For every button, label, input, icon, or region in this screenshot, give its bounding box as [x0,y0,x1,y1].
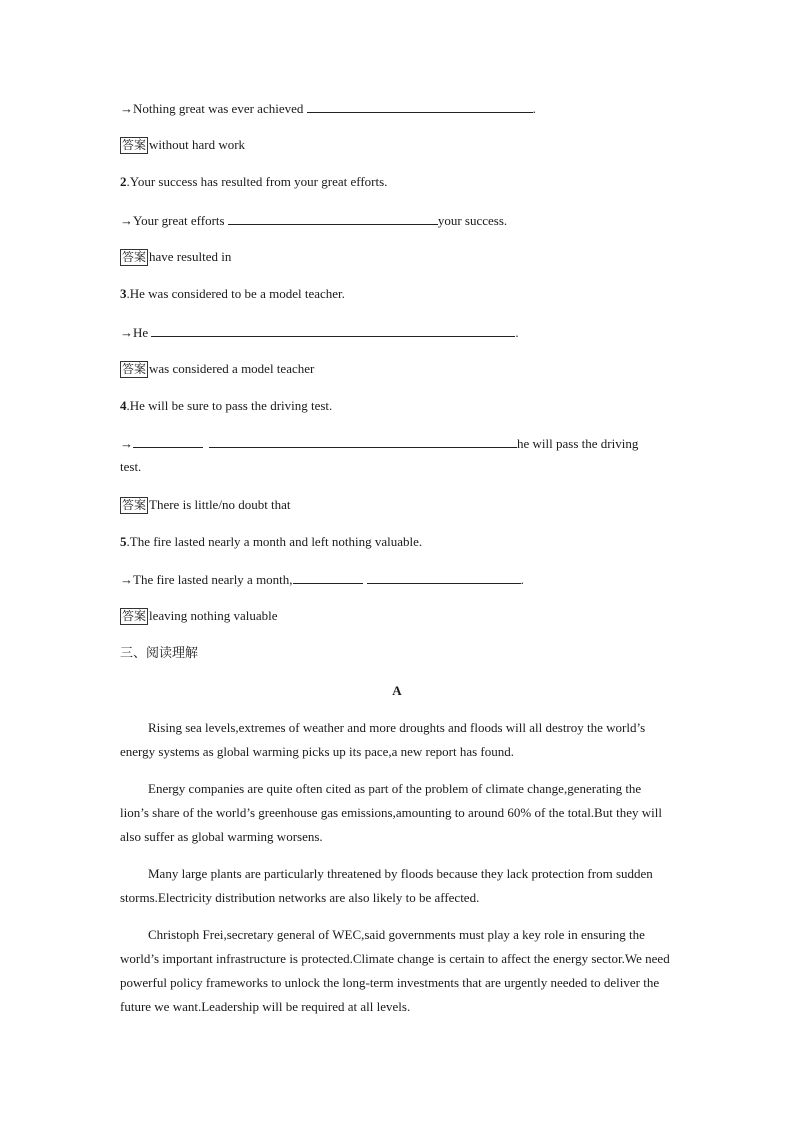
item-4-blank-2[interactable] [209,434,517,448]
item-3-blank[interactable] [151,323,515,337]
item-4-question [120,397,332,415]
item-5-answer [120,607,278,625]
item-5-question-text: .The fire lasted nearly a month and left nothing valuable. [126,534,423,549]
item-4-answer-text: There is little/no doubt that [149,497,291,512]
item-3-answer [120,360,314,378]
item-1-answer-text: without hard work [149,137,246,152]
item-5-suffix: . [520,572,524,587]
item-2-answer-text: have resulted in [149,249,232,264]
item-4-suffix-cont: test. [120,459,142,474]
passage-paragraph-1: Rising sea levels,extremes of weather and more droughts and floods will all destroy the world’s energy systems as global warming picks up its pace,a new report has found. [120,720,646,759]
item-5-blank-1[interactable] [293,570,363,584]
passage-paragraph-3: Many large plants are particularly threatened by floods because they lack protection from sudden storms.Electricity distribution networks are also likely to be affected. [120,866,653,905]
item-5-answer-text: leaving nothing valuable [149,608,278,623]
passage-label: A [392,683,402,698]
item-2-question-text: .Your success has resulted from your great efforts. [126,174,388,189]
item-1-suffix: . [532,101,536,116]
item-4-suffix: he will pass the driving [517,436,639,451]
item-3-suffix: . [515,325,519,340]
passage-paragraph-2: Energy companies are quite often cited as part of the problem of climate change,generating the lion’s share of the world’s greenhouse gas emissions,amounting to around 60% of the total.But they will also suffer as global warming worsens. [120,781,662,844]
answer-tag: 答案 [122,609,147,623]
item-3-answer-text: was considered a model teacher [149,361,315,376]
item-5-number: 5 [120,534,127,549]
item-4-blank-1[interactable] [133,434,203,448]
item-3-number: 3 [120,286,127,301]
item-2-answer [120,248,231,266]
item-4-answer [120,496,291,514]
item-5-question [120,533,422,551]
item-2-number: 2 [120,174,127,189]
answer-tag: 答案 [122,138,147,152]
item-1-blank[interactable] [307,99,533,113]
item-5-rewrite [120,570,524,589]
item-1-answer [120,136,245,154]
item-3-prompt: →He [120,325,152,340]
item-2-blank[interactable] [228,211,438,225]
item-4-rewrite [120,434,638,453]
item-2-rewrite [120,211,507,230]
answer-tag: 答案 [122,498,147,512]
item-1-prompt: →Nothing great was ever achieved [120,101,307,116]
item-1-rewrite [120,99,536,118]
item-2-suffix: your success. [437,213,508,228]
item-3-question [120,285,345,303]
section-title: 三、阅读理解 [120,646,199,661]
item-3-rewrite [120,323,519,342]
item-4-number: 4 [120,398,127,413]
item-2-question [120,173,387,191]
answer-tag: 答案 [122,250,147,264]
item-4-prompt: → [120,436,133,451]
item-3-question-text: .He was considered to be a model teacher. [126,286,345,301]
answer-tag: 答案 [122,362,147,376]
passage-paragraph-4: Christoph Frei,secretary general of WEC,said governments must play a key role in ensuring the world’s important infrastructure is protected.Climate change is certain to affect the energy sector.We need powerful policy frameworks to unlock the long-term investments that are urgently needed to deliver the future we want.Leadership will be required at all levels. [120,927,670,1014]
item-4-rewrite-cont [120,458,141,476]
item-2-prompt: →Your great efforts [120,213,228,228]
item-5-blank-2[interactable] [367,570,521,584]
item-5-prompt: →The fire lasted nearly a month, [120,572,293,587]
item-4-question-text: .He will be sure to pass the driving test. [126,398,333,413]
